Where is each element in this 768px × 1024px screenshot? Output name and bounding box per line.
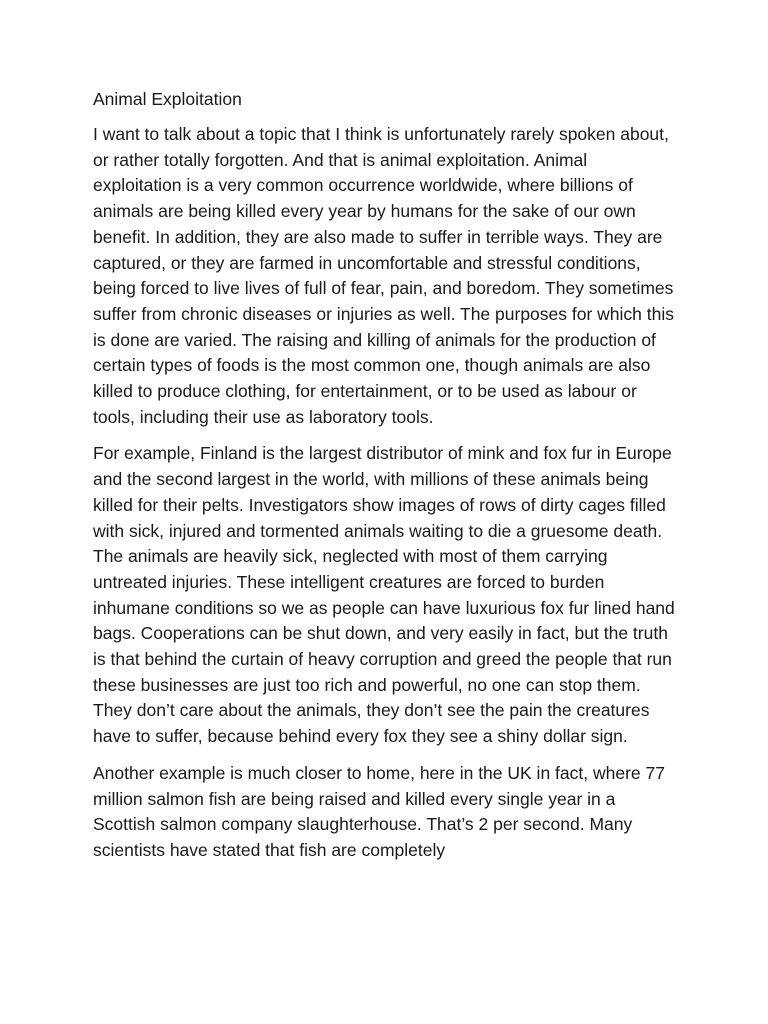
- paragraph-intro: I want to talk about a topic that I think is unfortunately rarely spoken about, or rather totally forgotten. And that is animal exploitation. Animal exploitation is a very common occurrence worldwide, where billions of animals are being killed every year by humans for the sake of our own benefit. In addition, they are also made to suffer in terrible ways. They are captured, or they are farmed in uncomfortable and stressful conditions, being forced to live lives of full of fear, pain, and boredom. They sometimes suffer from chronic diseases or injuries as well. The purposes for which this is done are varied. The raising and killing of animals for the production of certain types of foods is the most common one, though animals are also killed to produce clothing, for entertainment, or to be used as labour or tools, including their use as laboratory tools.: [93, 124, 674, 427]
- document-body: [93, 86, 675, 875]
- document-title: Animal Exploitation: [93, 89, 242, 109]
- paragraph-uk-example: Another example is much closer to home, here in the UK in fact, where 77 million salmon fish are being raised and killed every single year in a Scottish salmon company slaughterhouse. That’s 2 per second. Many scientists have stated that fish are completely: [93, 762, 665, 860]
- paragraph-finland-example: For example, Finland is the largest distributor of mink and fox fur in Europe and the second largest in the world, with millions of these animals being killed for their pelts. Investigators show images of rows of dirty cages filled with sick, injured and tormented animals waiting to die a gruesome death. The animals are heavily sick, neglected with most of them carrying untreated injuries. These intelligent creatures are forced to burden inhumane conditions so we as people can have luxurious fox fur lined hand bags. Cooperations can be shut down, and very easily in fact, but the truth is that behind the curtain of heavy corruption and greed the people that run these businesses are just too rich and powerful, no one can stop them. They don’t care about the animals, they don’t see the pain the creatures have to suffer, because behind every fox they see a shiny dollar sign.: [93, 443, 675, 747]
